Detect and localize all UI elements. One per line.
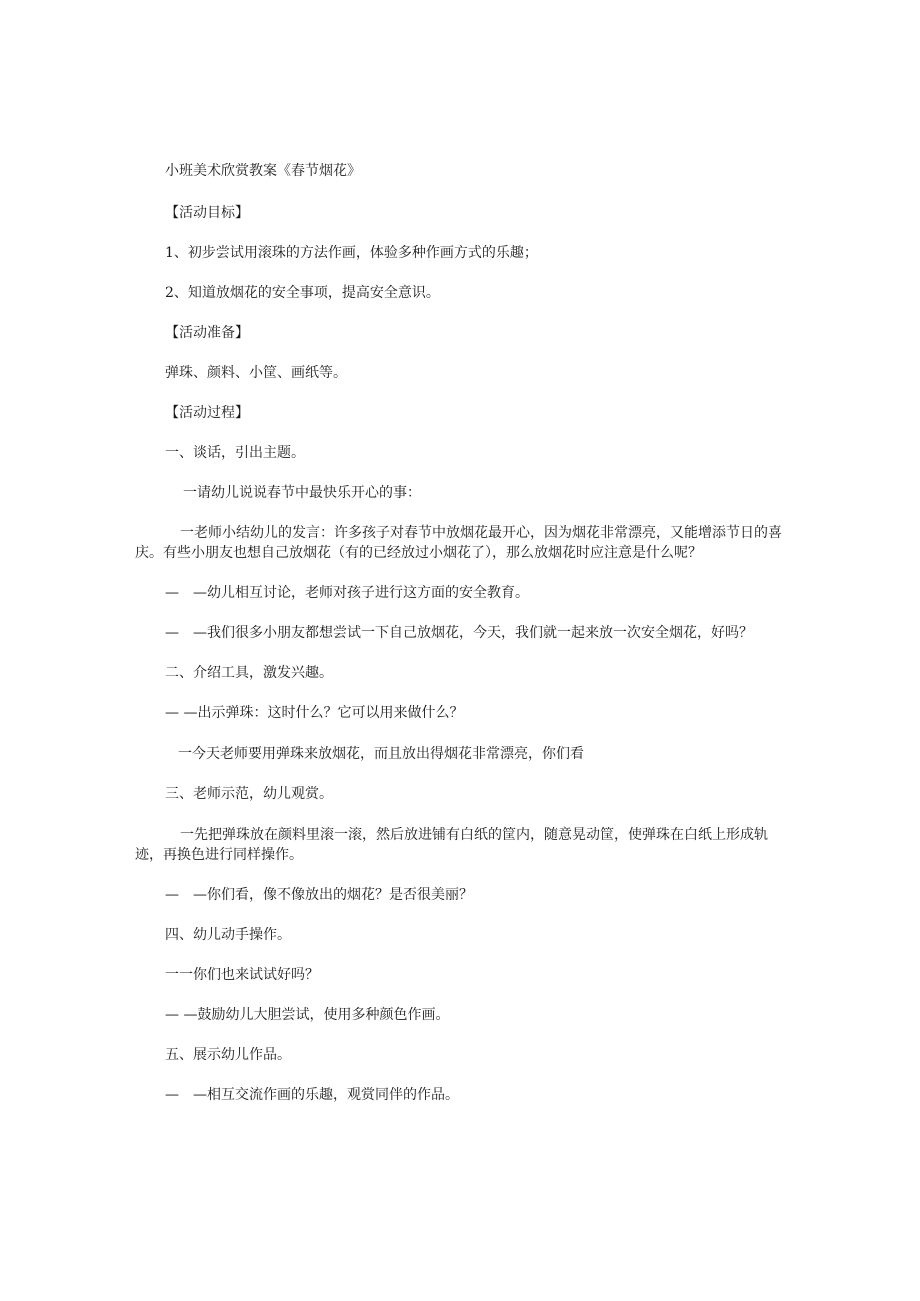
step3-item-b: — —你们看，像不像放出的烟花？是否很美丽？ — [165, 887, 473, 903]
step1-item-d: — —我们很多小朋友都想尝试一下自己放烟花，今天，我们就一起来放一次安全烟花，好吗？ — [165, 625, 753, 641]
step5-item-a: — —相互交流作画的乐趣，观赏同伴的作品。 — [165, 1087, 459, 1103]
step5-title: 五、展示幼儿作品。 — [165, 1047, 291, 1063]
step2-item-b: 一今天老师要用弹珠来放烟花，而且放出得烟花非常漂亮，你们看 — [178, 746, 584, 762]
step1-item-a: 一请幼儿说说春节中最快乐开心的事： — [183, 485, 421, 501]
step1-title: 一、谈话，引出主题。 — [165, 445, 305, 461]
prep-text: 弹珠、颜料、小筐、画纸等。 — [165, 365, 347, 381]
step1-item-b: 一老师小结幼儿的发言：许多孩子对春节中放烟花最开心，因为烟花非常漂亮，又能增添节日的喜庆。有些小朋友也想自己放烟花（有的已经放过小烟花了），那么放烟花时应注意是什么呢？ — [135, 525, 782, 561]
goal-item-2: 2、知道放烟花的安全事项，提高安全意识。 — [165, 285, 440, 301]
step3-title: 三、老师示范，幼儿观赏。 — [165, 786, 333, 802]
process-heading: 【活动过程】 — [165, 405, 249, 421]
document-title: 小班美术欣赏教案《春节烟花》 — [165, 163, 361, 179]
goal-item-1: 1、初步尝试用滚珠的方法作画，体验多种作画方式的乐趣； — [165, 245, 538, 261]
step2-title: 二、介绍工具，激发兴趣。 — [165, 665, 333, 681]
step1-item-c: — —幼儿相互讨论，老师对孩子进行这方面的安全教育。 — [165, 585, 529, 601]
step4-item-a: 一一你们也来试试好吗？ — [165, 967, 319, 983]
prep-heading: 【活动准备】 — [165, 325, 249, 341]
step4-item-b: — —鼓励幼儿大胆尝试，使用多种颜色作画。 — [165, 1007, 450, 1023]
step4-title: 四、幼儿动手操作。 — [165, 927, 291, 943]
step3-item-a: 一先把弹珠放在颜料里滚一滚，然后放进铺有白纸的筐内，随意晃动筐，使弹珠在白纸上形成轨迹，再换色进行同样操作。 — [135, 827, 768, 863]
step2-item-a: — —出示弹珠：这时什么？它可以用来做什么？ — [165, 705, 464, 721]
goals-heading: 【活动目标】 — [165, 205, 249, 221]
